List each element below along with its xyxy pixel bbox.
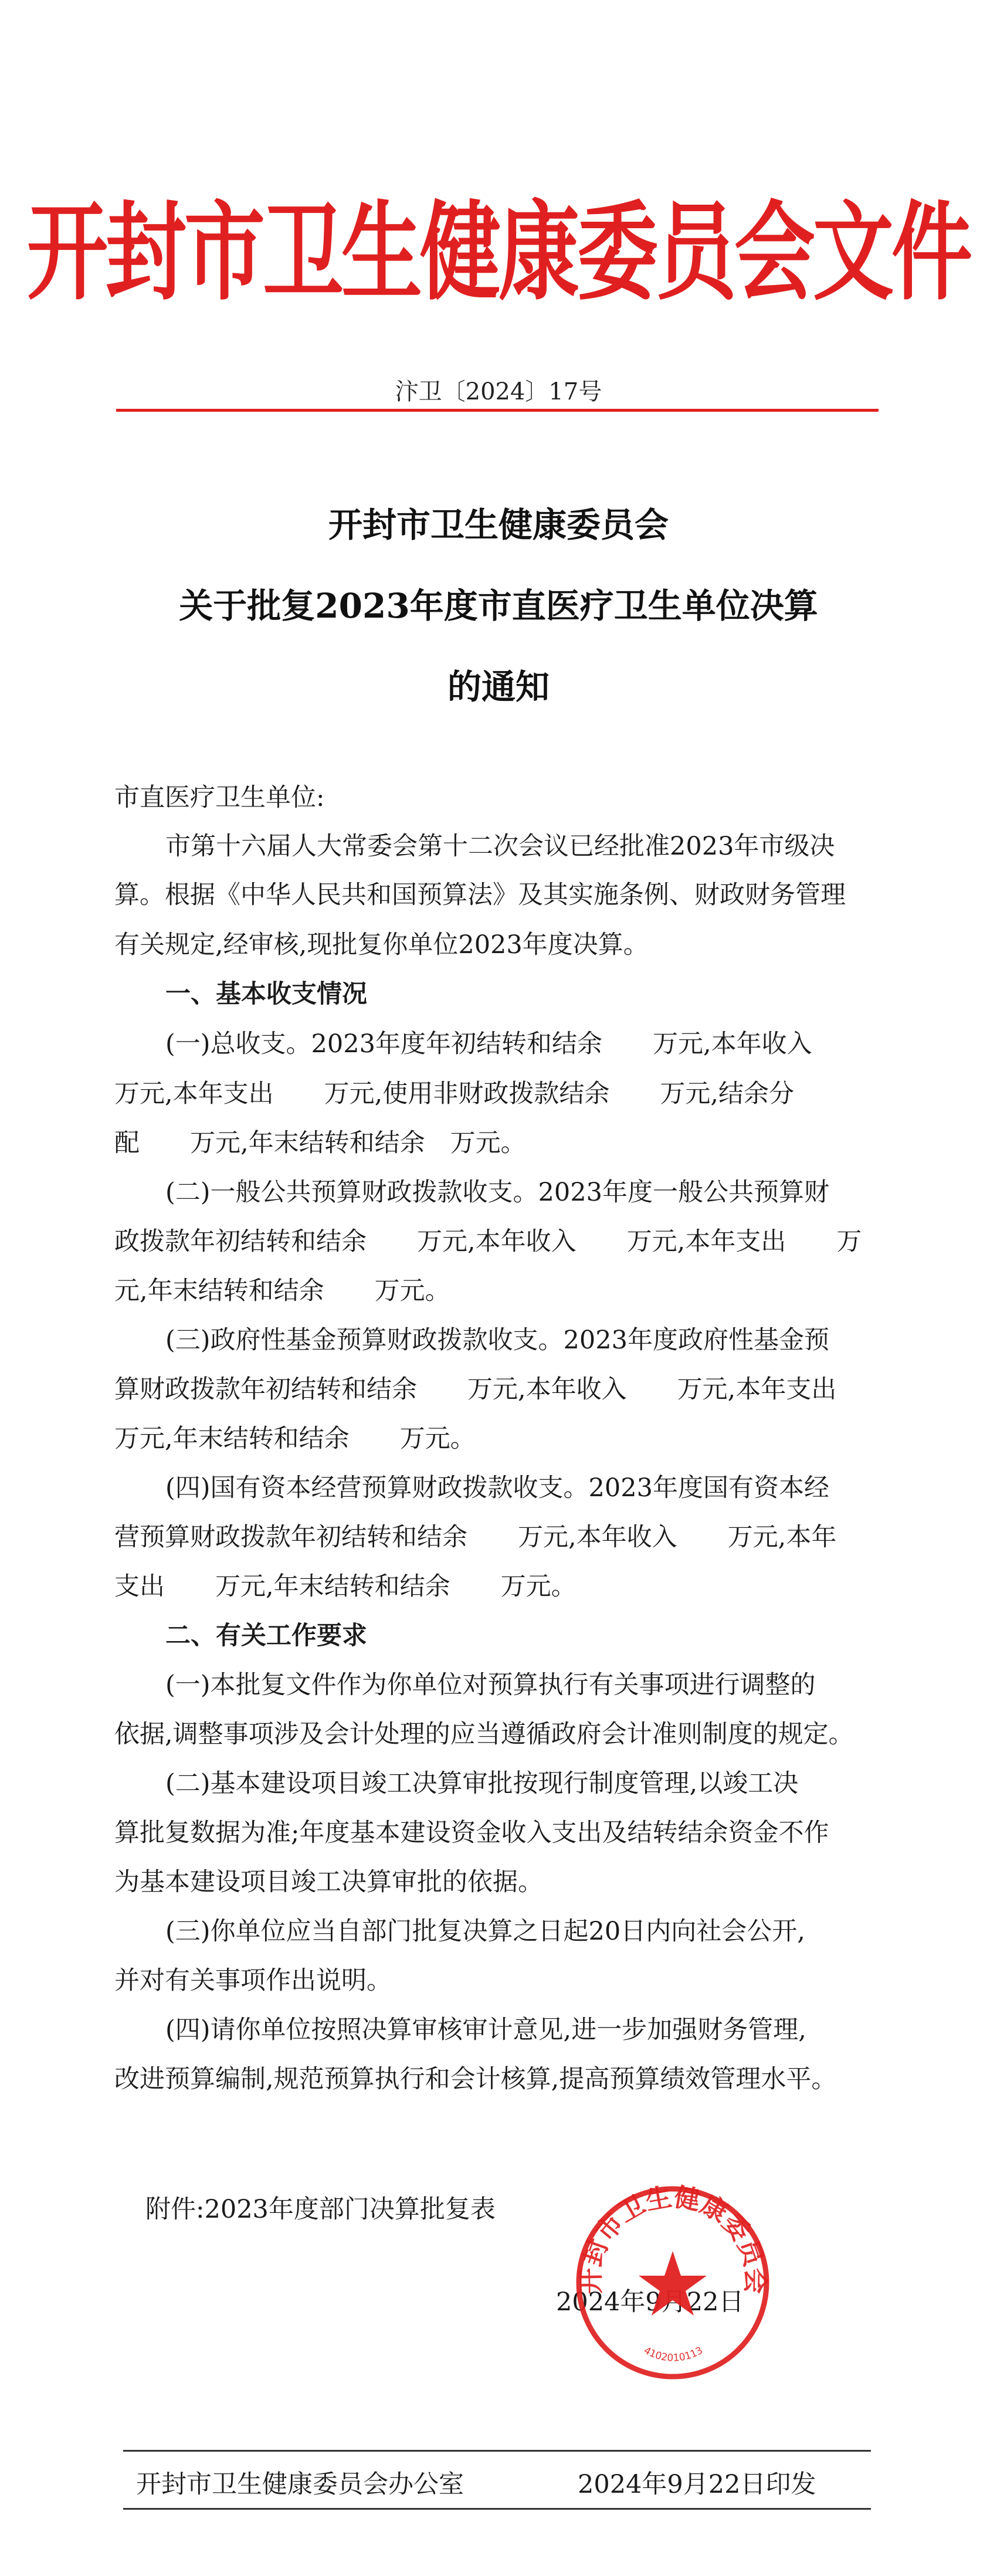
s1-item2-line-2: 政拨款年初结转和结余 万元,本年收入 万元,本年支出 万 <box>114 1227 862 1256</box>
s2-item1-line-1: (一)本批复文件作为你单位对预算执行有关事项进行调整的 <box>165 1670 816 1700</box>
footer-issuer: 开封市卫生健康委员会办公室 <box>136 2470 464 2499</box>
s2-item4-line-2: 改进预算编制,规范预算执行和会计核算,提高预算绩效管理水平。 <box>114 2065 837 2094</box>
seal-code: 4102010113 <box>642 2344 705 2364</box>
official-seal <box>572 2182 774 2384</box>
document-number: 汴卫〔2024〕17号 <box>395 378 602 405</box>
s1-item2-line-1: (二)一般公共预算财政拨款收支。2023年度一般公共预算财 <box>165 1178 829 1207</box>
footer-top-rule <box>123 2450 871 2452</box>
seal-star-icon <box>639 2251 707 2316</box>
addressee: 市直医疗卫生单位: <box>114 783 325 812</box>
intro-line-2: 算。根据《中华人民共和国预算法》及其实施条例、财政财务管理 <box>114 880 846 910</box>
subject-line-2: 关于批复2023年度市直医疗卫生单位决算 <box>179 586 818 626</box>
s2-item2-line-3: 为基本建设项目竣工决算审批的依据。 <box>114 1867 543 1897</box>
s2-item3-line-2: 并对有关事项作出说明。 <box>114 1966 392 1995</box>
header-red-divider <box>116 409 879 412</box>
attachment-note: 附件:2023年度部门决算批复表 <box>145 2195 496 2224</box>
s1-item1-line-3: 配 万元,年末结转和结余 万元。 <box>114 1128 526 1158</box>
s1-item3-line-2: 算财政拨款年初结转和结余 万元,本年收入 万元,本年支出 <box>114 1375 837 1404</box>
subject-line-3: 的通知 <box>447 667 550 707</box>
section-1-heading: 一、基本收支情况 <box>165 979 367 1009</box>
s2-item4-line-1: (四)请你单位按照决算审核审计意见,进一步加强财务管理, <box>165 2015 806 2045</box>
footer-bottom-rule <box>123 2508 871 2510</box>
s1-item4-line-1: (四)国有资本经营预算财政拨款收支。2023年度国有资本经 <box>165 1473 829 1503</box>
s1-item1-line-1: (一)总收支。2023年度年初结转和结余 万元,本年收入 <box>165 1029 812 1059</box>
s1-item4-line-2: 营预算财政拨款年初结转和结余 万元,本年收入 万元,本年 <box>114 1523 837 1552</box>
s1-item3-line-1: (三)政府性基金预算财政拨款收支。2023年度政府性基金预 <box>165 1326 829 1355</box>
intro-line-1: 市第十六届人大常委会第十二次会议已经批准2023年市级决 <box>165 832 835 861</box>
subject-line-1: 开封市卫生健康委员会 <box>328 505 669 545</box>
s2-item3-line-1: (三)你单位应当自部门批复决算之日起20日内向社会公开, <box>165 1917 805 1946</box>
s2-item1-line-2: 依据,调整事项涉及会计处理的应当遵循政府会计准则制度的规定。 <box>114 1720 854 1749</box>
seal-text: 开封市卫生健康委员会 <box>576 2182 770 2294</box>
s2-item2-line-2: 算批复数据为准;年度基本建设资金收入支出及结转结余资金不作 <box>114 1818 829 1848</box>
s1-item4-line-3: 支出 万元,年末结转和结余 万元。 <box>114 1572 577 1601</box>
document-header-title: 开封市卫生健康委员会文件 <box>26 188 970 316</box>
s1-item3-line-3: 万元,年末结转和结余 万元。 <box>114 1424 476 1453</box>
footer-print-date: 2024年9月22日印发 <box>578 2470 816 2499</box>
signature-date: 2024年9月22日 <box>556 2287 744 2317</box>
s1-item1-line-2: 万元,本年支出 万元,使用非财政拨款结余 万元,结余分 <box>114 1079 795 1109</box>
intro-line-3: 有关规定,经审核,现批复你单位2023年度决算。 <box>114 930 649 960</box>
s1-item2-line-3: 元,年末结转和结余 万元。 <box>114 1276 450 1306</box>
s2-item2-line-1: (二)基本建设项目竣工决算审批按现行制度管理,以竣工决 <box>165 1769 799 1798</box>
section-2-heading: 二、有关工作要求 <box>165 1621 367 1650</box>
